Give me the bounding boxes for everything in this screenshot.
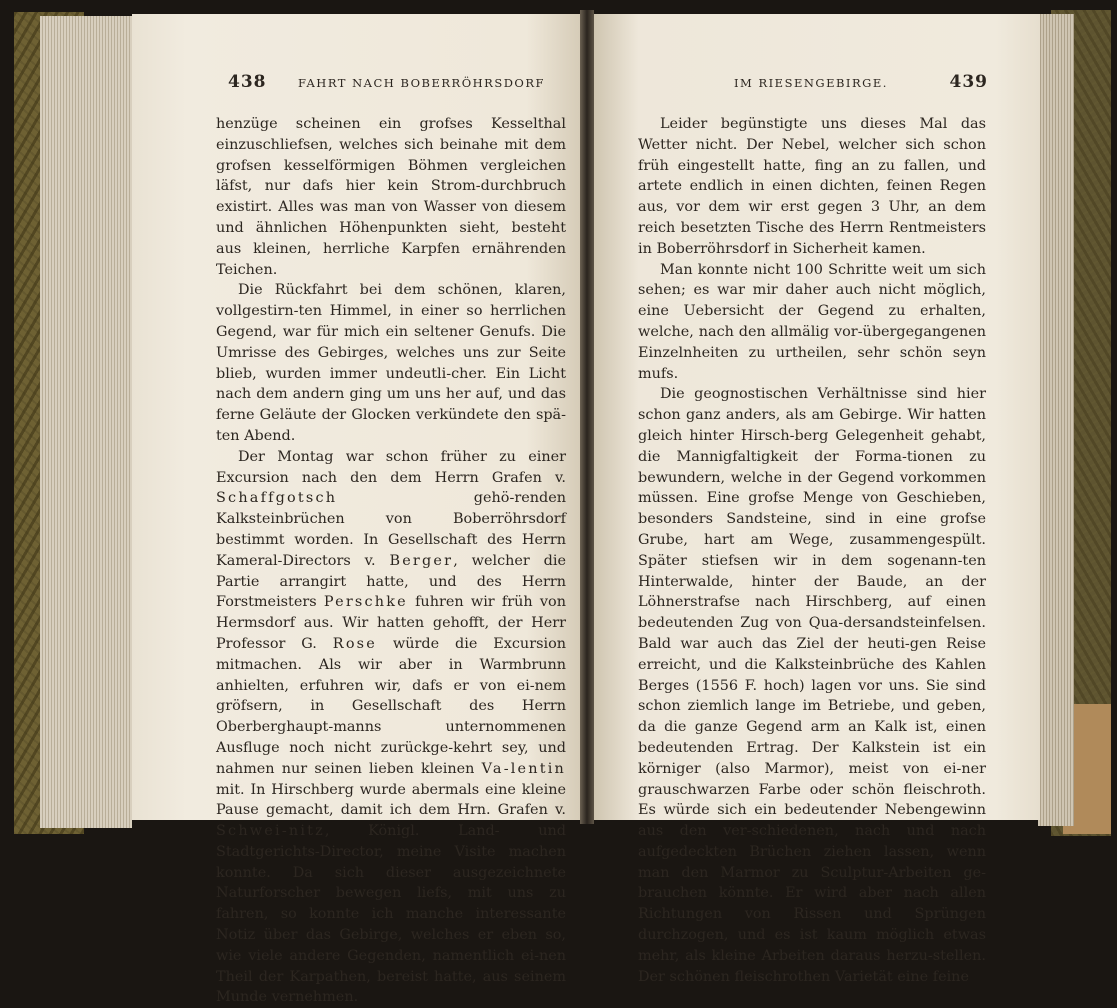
paragraph — [638, 114, 986, 260]
text-run: , welcher die Partie arrangirt hatte, und des Herrn Forstmeisters — [216, 552, 566, 611]
right-page-body-text — [638, 114, 986, 987]
text-run: Die Rückfahrt bei dem schönen, klaren, vollgestirn-ten Himmel, in einer so herrlichen Gegend, war für mich ein seltener Genufs. Die Umrisse des Gebirges, welches uns zur Seite blieb, wurden immer undeutli-cher. Ein Licht nach dem andern ging um uns her auf, und das ferne Geläute der Glocken verkündete den spä-ten Abend. — [216, 282, 566, 444]
paragraph — [216, 447, 566, 1008]
left-running-head — [132, 72, 580, 102]
text-run: Man konnte nicht 100 Schritte weit um sich sehen; es war mir daher auch nicht möglich, eine Uebersicht der Gegend zu erhalten, welche, nach den allmälig vor-übergegangenen Einzelnheiten zu urtheilen, sehr schön seyn mufs. — [638, 261, 986, 382]
spaced-name: Perschke — [323, 594, 408, 611]
text-run: Leider begünstigte uns dieses Mal das Wetter nicht. Der Nebel, welcher sich schon früh eingestellt hatte, fing an zu fallen, und artete endlich in einen dichten, feinen Regen aus, vor dem wir erst gegen 3 Uhr, an dem reich besetzten Tische des Herrn Rentmeisters in Boberröhrsdorf in Sicherheit kamen. — [638, 116, 986, 257]
text-run: Die geognostischen Verhältnisse sind hier schon ganz anders, als am Gebirge. Wir hatten gleich hinter Hirsch-berg Gelegenheit gehabt, die Mannigfaltigkeit der Forma-tionen zu bewundern, welche in der Gegend vorkommen müssen. Eine grofse Menge von Geschieben, besonders Sandsteine, sind in eine grofse Grube, hart am Wege, zusammengespült. Später stiefsen wir in dem sogenann-ten Hinterwalde, hinter der Baude, an der Löhnerstrafse nach Hirschberg, auf einen bedeutenden Zug von Qua-dersandsteinfelsen. Bald war auch das Ziel der heuti-gen Reise erreicht, und die Kalksteinbrüche des Kahlen Berges (1556 F. hoch) lagen vor uns. Sie sind schon ziemlich lange im Betriebe, und geben, da die ganze Gegend arm an Kalk ist, einen bedeutenden Ertrag. Der Kalkstein ist ein körniger (also Marmor), meist von ei-ner grauschwarzen Farbe oder schön fleischroth. Es würde sich ein bedeutender Nebengewinn aus den ver-schiedenen, nach und nach aufgedeckten Brüchen ziehen lassen, wenn man den Marmor zu Sculptur-Arbeiten ge-brauchen könnte. Er wird aber nach allen Richtungen von Rissen und Sprüngen durchzogen, und es ist kaum möglich etwas mehr, als kleine Arbeiten daraus herzu-stellen. Der schönen fleischrothen Varietät eine feine — [638, 386, 986, 985]
page-number-right: 439 — [949, 72, 988, 92]
paragraph — [216, 280, 566, 446]
text-run: Der Montag war schon früher zu einer Excursion nach den dem Herrn Grafen v. — [216, 448, 566, 486]
page-number-left: 438 — [228, 72, 267, 92]
left-page-edges — [40, 16, 132, 828]
spaced-name: Berger — [389, 552, 454, 569]
text-run: fuhren wir früh von Hermsdorf aus. Wir hatten gehofft, der Herr Professor G. — [216, 594, 566, 652]
right-running-head — [594, 72, 1040, 102]
paragraph — [638, 384, 986, 987]
text-run: gehö-renden Kalksteinbrüchen von Boberröhrsdorf bestimmt worden. In Gesellschaft des Herrn Kameral-Directors v. — [216, 490, 566, 569]
text-run: henzüge scheinen ein grofses Kesselthal einzuschliefsen, welches sich beinahe mit dem grofsen kesselförmigen Böhmen vergleichen läfst, nur dafs hier kein Strom-durchbruch existirt. Alles was man von Wasser von diesem und ähnlichen Höhenpunkten sieht, besteht aus kleinen, herrliche Karpfen ernährenden Teichen. — [216, 116, 566, 278]
right-page-edges — [1038, 14, 1074, 826]
spaced-name: Rose — [332, 635, 377, 652]
paragraph — [216, 114, 566, 280]
running-head-title-left: FAHRT NACH BOBERRÖHRSDORF — [298, 76, 545, 90]
right-page — [594, 14, 1040, 985]
spaced-name: Va-lentin — [481, 760, 566, 777]
spaced-name: Schaffgotsch — [216, 490, 338, 507]
spaced-name: Schwei-nitz — [216, 823, 325, 840]
book-gutter — [580, 10, 594, 824]
text-run: , Königl. Land- und Stadtgerichts-Director, meine Visite machen konnte. Da sich dieser ausgezeichnete Naturforscher bewegen liefs, mit uns zu fahren, so konnte ich manche interessante Notiz über das Gebirge, welches er eben so, wie viele andere Gegenden, namentlich ei-nen Theil der Karpathen, bereist hatte, aus seinem Munde vernehmen. — [216, 823, 566, 1006]
running-head-title-right: IM RIESENGEBIRGE. — [734, 76, 888, 90]
text-run: würde die Excursion mitmachen. Als wir aber in Warmbrunn anhielten, erfuhren wir, dafs er von ei-nem gröfsern, in Gesellschaft des Herrn Oberberghaupt-manns unternommenen Ausfluge noch nicht zurückge-kehrt sey, und nahmen nur seinen lieben kleinen — [216, 635, 567, 777]
left-page — [132, 14, 580, 1006]
text-run: mit. In Hirschberg wurde abermals eine kleine Pause gemacht, damit ich dem Hrn. Grafen v. — [216, 781, 566, 819]
left-page-body-text — [216, 114, 566, 1008]
paragraph — [638, 260, 986, 385]
